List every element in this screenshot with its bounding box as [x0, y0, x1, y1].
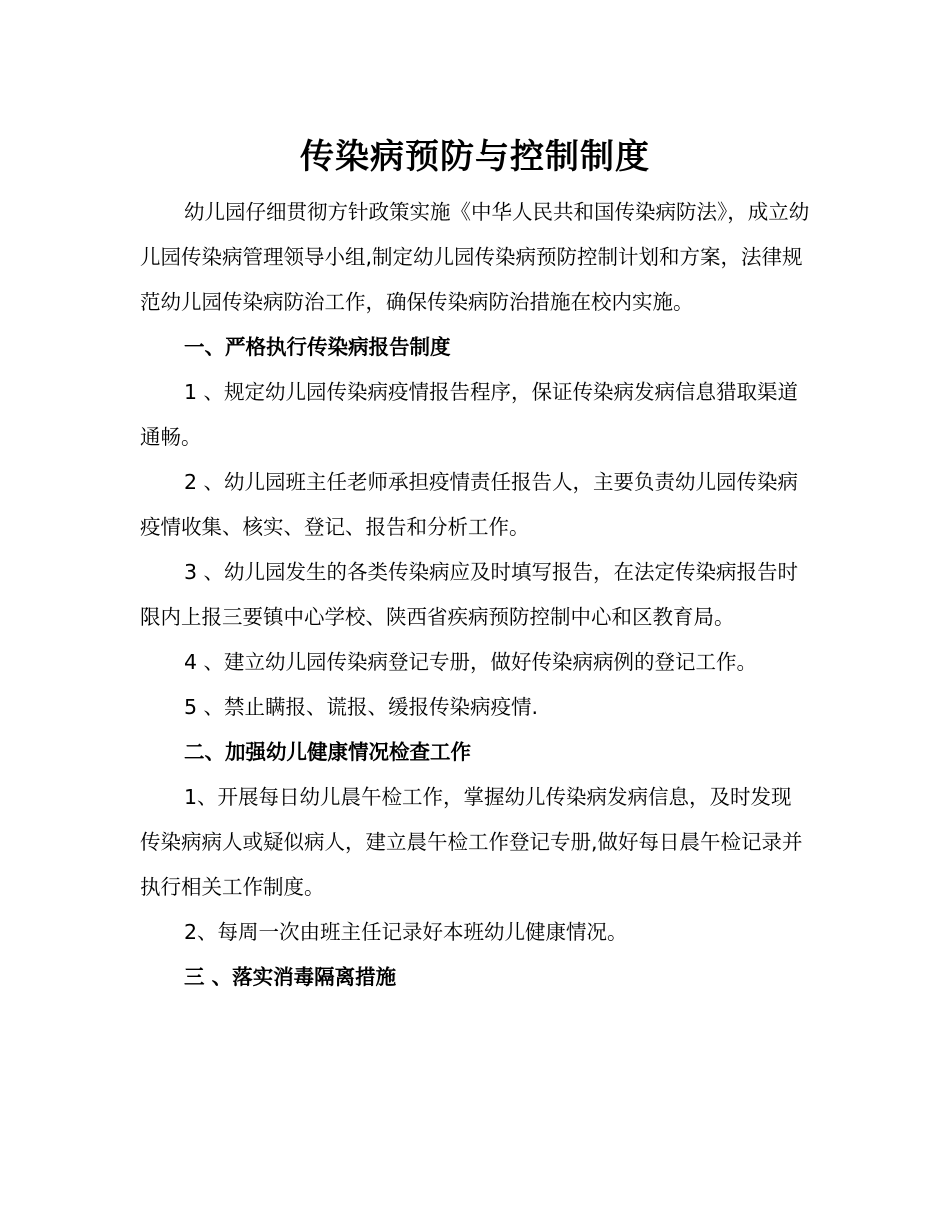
section-3-heading: 三 、落实消毒隔离措施: [184, 965, 397, 989]
section-1-item-2: 2 、幼儿园班主任老师承担疫情责任报告人，主要负责幼儿园传染病疫情收集、核实、登记、报告和分析工作。: [140, 470, 799, 539]
section-1-item-3: 3 、幼儿园发生的各类传染病应及时填写报告，在法定传染病报告时限内上报三要镇中心学校、陕西省疾病预防控制中心和区教育局。: [140, 560, 799, 629]
document-title: 传染病预防与控制制度: [300, 137, 650, 177]
section-1-item-1: 1 、规定幼儿园传染病疫情报告程序，保证传染病发病信息猎取渠道通畅。: [140, 380, 799, 449]
document-body: [140, 190, 812, 1000]
section-1-item-5: 5 、禁止瞒报、谎报、缓报传染病疫情.: [184, 695, 539, 719]
section-2-heading: 二、加强幼儿健康情况检查工作: [184, 740, 471, 764]
intro-paragraph: 幼儿园仔细贯彻方针政策实施《中华人民共和国传染病防法》，成立幼儿园传染病管理领导小组,制定幼儿园传染病预防控制计划和方案，法律规范幼儿园传染病防治工作，确保传染病防治措施在校内实施。: [140, 200, 810, 314]
section-1-item-4: 4 、建立幼儿园传染病登记专册，做好传染病病例的登记工作。: [184, 650, 758, 674]
section-1-heading: 一、严格执行传染病报告制度: [184, 335, 451, 359]
section-2-item-2: 2、每周一次由班主任记录好本班幼儿健康情况。: [184, 920, 628, 944]
section-2-item-1: 1、开展每日幼儿晨午检工作，掌握幼儿传染病发病信息，及时发现传染病病人或疑似病人，建立晨午检工作登记专册,做好每日晨午检记录并执行相关工作制度。: [140, 785, 803, 899]
